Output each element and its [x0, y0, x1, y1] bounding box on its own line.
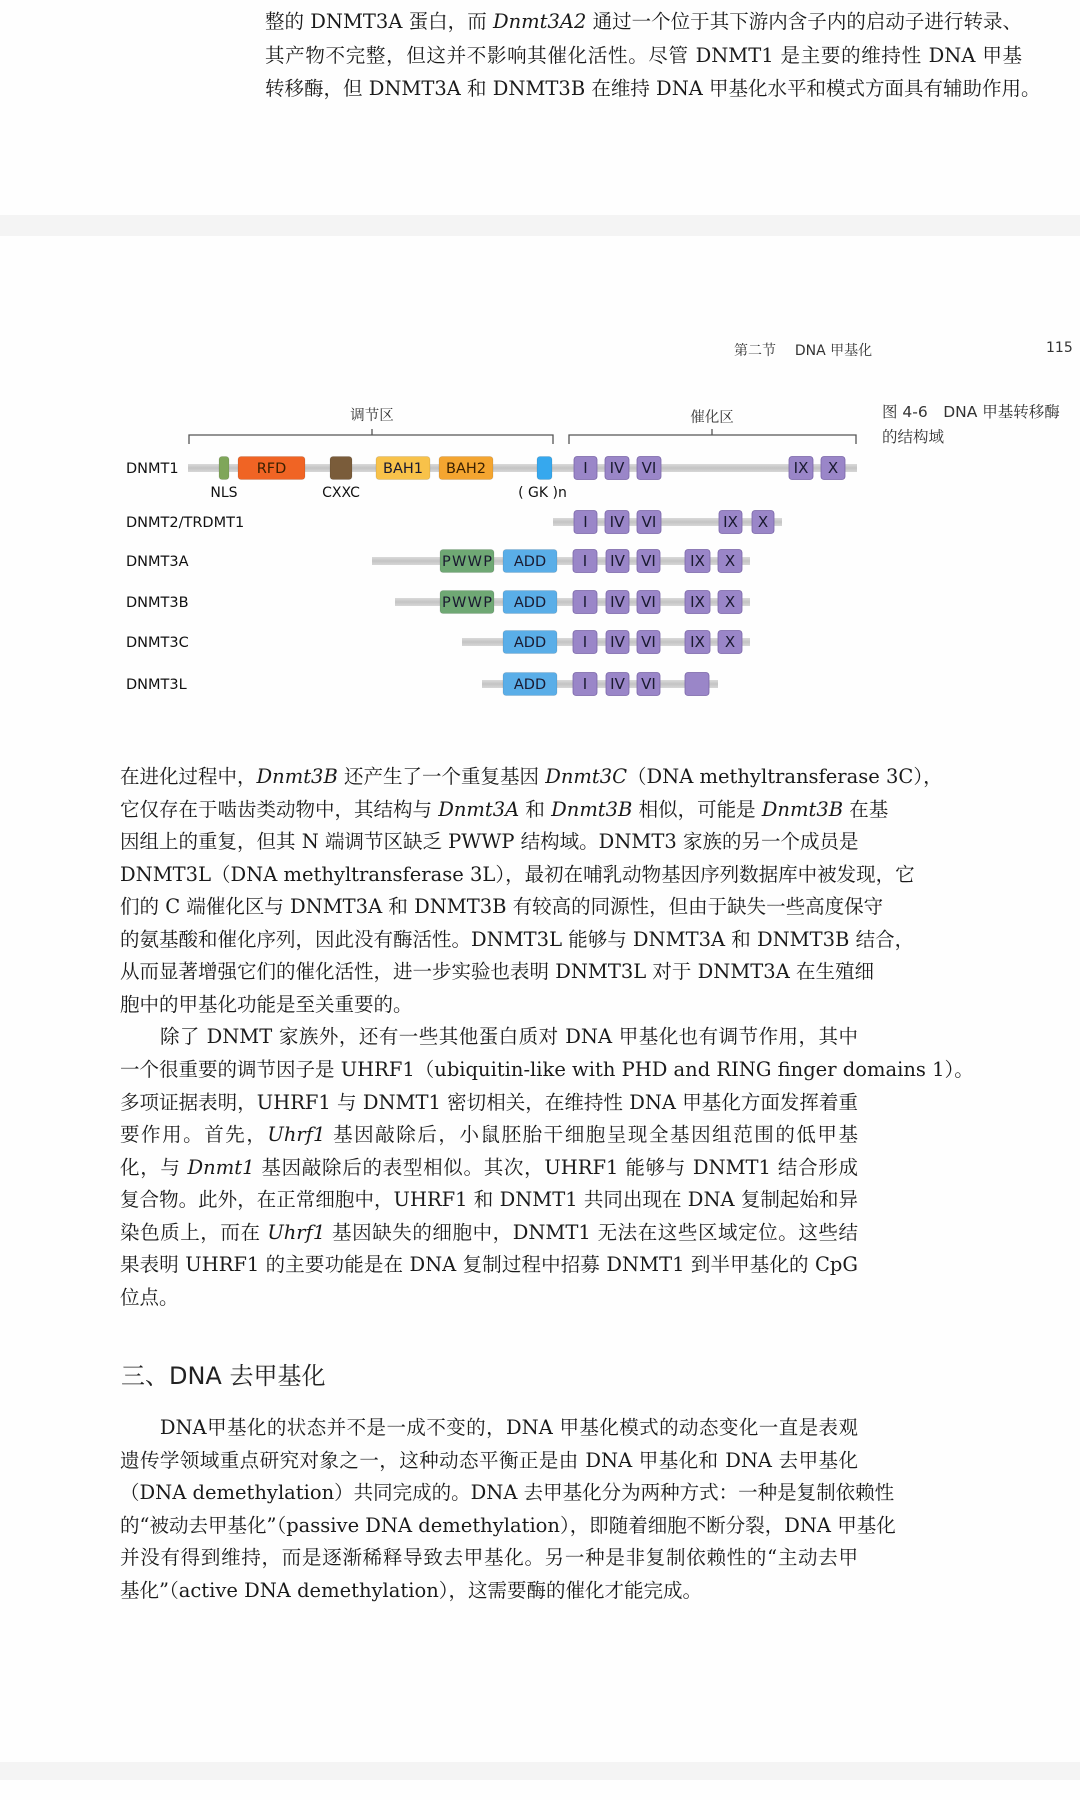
protein-row	[126, 511, 782, 534]
text-line	[120, 1579, 702, 1603]
domain-label: IX	[793, 459, 809, 477]
domain-label: IV	[609, 513, 625, 531]
domain-label: IX	[690, 593, 705, 611]
protein-row	[126, 457, 857, 502]
header-section-title: DNA 甲基化	[794, 343, 873, 359]
domain-label: X	[827, 459, 839, 477]
text-line	[120, 1546, 858, 1570]
text-line	[120, 993, 413, 1017]
domain-label: X	[724, 633, 736, 651]
page-number: 115	[1046, 340, 1073, 356]
domain-label: VI	[641, 675, 656, 693]
domain-label: I	[582, 633, 588, 651]
italic-gene-name: Dnmt3A2	[492, 10, 587, 33]
text-line	[120, 830, 858, 854]
running-header-section	[734, 340, 872, 360]
domain-label: IX	[690, 633, 705, 651]
figure-caption-line-1: 图 4-6 DNA 甲基转移酶	[882, 403, 1060, 421]
page-separator-top	[0, 215, 1080, 236]
text-run: 基因缺失的细胞中，DNMT1 无法在这些区域定位。这些结	[325, 1220, 858, 1244]
text-run: 的氨基酸和催化序列，因此没有酶活性。DNMT3L 能够与 DNMT3A 和 DNMT3B 结合，	[120, 927, 915, 951]
domain-label: ADD	[513, 554, 547, 570]
text-line	[120, 765, 943, 789]
domain-label: PWWP	[442, 554, 492, 570]
protein-name: DNMT1	[126, 461, 179, 477]
text-line	[120, 862, 915, 887]
italic-gene-name: Dnmt3B	[551, 797, 633, 821]
text-run: 和	[519, 797, 552, 821]
italic-gene-name: Dnmt3B	[761, 797, 844, 821]
text-line	[120, 1416, 858, 1440]
italic-gene-name: Dnmt3A	[438, 797, 520, 821]
domain-label: RFD	[256, 461, 287, 477]
domain-label: VI	[641, 552, 656, 570]
cxxc-domain	[330, 457, 352, 480]
domain-caption: ( GK )n	[518, 485, 567, 501]
protein-name: DNMT3A	[126, 554, 189, 570]
italic-gene-name: Uhrf1	[267, 1220, 326, 1244]
text-run: DNA甲基化的状态并不是一成不变的，DNA 甲基化模式的动态变化一直是表观	[120, 1416, 858, 1439]
text-run: 染色质上，而在	[120, 1220, 268, 1244]
text-line	[120, 1156, 858, 1180]
nls-domain	[219, 457, 229, 480]
domain-label: X	[724, 552, 736, 570]
regulatory-region-label: 调节区	[350, 408, 394, 424]
motif-domain	[685, 673, 709, 696]
text-line	[120, 927, 915, 952]
domain-label: I	[583, 513, 588, 531]
protein-name: DNMT3B	[126, 595, 189, 611]
text-run: 整的 DNMT3A 蛋白，而	[265, 10, 493, 33]
protein-row	[126, 591, 750, 614]
text-run: 从而显著增强它们的催化活性，进一步实验也表明 DNMT3L 对于 DNMT3A 在生殖细	[120, 960, 874, 984]
protein-name: DNMT3L	[126, 677, 187, 693]
domain-label: I	[582, 552, 588, 570]
text-run: 化，与	[120, 1155, 188, 1179]
text-run: 的“被动去甲基化”（passive DNA demethylation），即随着细胞不断分裂，DNA 甲基化	[120, 1513, 896, 1537]
domain-label: X	[757, 513, 769, 531]
text-run: 一个很重要的调节因子是 UHRF1（ubiquitin-like with PHD and RING finger domains 1）。	[120, 1057, 974, 1081]
domain-label: IV	[610, 552, 625, 570]
domain-label: IX	[690, 552, 705, 570]
catalytic-region-label: 催化区	[690, 410, 734, 426]
text-line	[120, 1188, 858, 1212]
text-run: （DNA demethylation）共同完成的。DNA 去甲基化分为两种方式：一种是复制依赖性	[120, 1481, 895, 1505]
text-run: 胞中的甲基化功能是至关重要的。	[120, 992, 413, 1016]
text-run: 并没有得到维持，而是逐渐稀释导致去甲基化。另一种是非复制依赖性的“主动去甲	[120, 1546, 858, 1570]
text-run: 复合物。此外，在正常细胞中，UHRF1 和 DNMT1 共同出现在 DNA 复制起始和异	[120, 1188, 858, 1212]
text-line	[120, 1057, 974, 1082]
text-run: 多项证据表明，UHRF1 与 DNMT1 密切相关，在维持性 DNA 甲基化方面发挥着重	[120, 1090, 858, 1114]
text-line	[120, 1091, 858, 1115]
text-line	[120, 1253, 858, 1277]
text-line	[265, 77, 1041, 101]
domain-label: IV	[610, 593, 625, 611]
header-section-number: 第二节	[734, 343, 776, 359]
catalytic-bracket	[569, 429, 856, 444]
domain-label: IX	[723, 513, 738, 531]
domain-label: X	[724, 593, 736, 611]
text-line	[120, 1449, 858, 1473]
section-heading: 三、DNA 去甲基化	[121, 1362, 326, 1390]
domain-label: VI	[641, 633, 656, 651]
text-run: 还产生了一个重复基因	[337, 765, 546, 788]
text-line	[120, 1481, 895, 1505]
domain-label: BAH1	[383, 461, 423, 477]
text-run: 基因敲除后的表型相似。其次，UHRF1 能够与 DNMT1 结合形成	[254, 1155, 858, 1179]
italic-gene-name: Dnmt1	[187, 1155, 255, 1179]
protein-row	[126, 550, 750, 573]
text-run: （DNA methyltransferase 3C），	[627, 765, 943, 788]
text-line	[120, 1025, 858, 1049]
figure-caption-line-2: 的结构域	[882, 428, 945, 446]
text-line	[120, 1221, 858, 1245]
text-run: 通过一个位于其下游内含子内的启动子进行转录、	[586, 10, 1022, 33]
text-line	[120, 1286, 179, 1310]
domain-label: VI	[641, 513, 657, 531]
page-separator-bottom	[0, 1762, 1080, 1780]
domain-label: ADD	[513, 677, 547, 693]
text-line	[265, 10, 1022, 34]
text-run: 基因敲除后，小鼠胚胎干细胞呈现全基因组范围的低甲基	[325, 1123, 858, 1147]
text-run: 其产物不完整，但这并不影响其催化活性。尽管 DNMT1 是主要的维持性 DNA 甲基	[265, 43, 1022, 67]
domain-caption: CXXC	[322, 485, 360, 501]
text-run: 除了 DNMT 家族外，还有一些其他蛋白质对 DNA 甲基化也有调节作用，其中	[120, 1025, 858, 1049]
text-run: 相似，可能是	[632, 797, 762, 821]
domain-label: IV	[610, 675, 625, 693]
domain-label: ADD	[513, 595, 547, 611]
text-run: 因组上的重复，但其 N 端调节区缺乏 PWWP 结构域。DNMT3 家族的另一个成员是	[120, 830, 859, 854]
domain-label: BAH2	[446, 461, 486, 477]
protein-row	[126, 631, 750, 654]
domain-label: VI	[641, 459, 657, 477]
domain-label: IV	[610, 633, 625, 651]
domain-caption: NLS	[210, 485, 238, 501]
text-run: 果表明 UHRF1 的主要功能是在 DNA 复制过程中招募 DNMT1 到半甲基化的 CpG	[120, 1253, 858, 1277]
text-run: 要作用。首先，	[120, 1123, 268, 1147]
text-run: 它仅存在于啮齿类动物中，其结构与	[120, 797, 439, 821]
text-run: DNMT3L（DNA methyltransferase 3L），最初在哺乳动物基因序列数据库中被发现，它	[120, 862, 915, 886]
domain-label: VI	[641, 593, 656, 611]
text-run: 在基	[843, 797, 889, 821]
protein-name: DNMT2/TRDMT1	[126, 515, 245, 531]
dnmt-domain-diagram	[0, 390, 1080, 710]
protein-row	[126, 673, 718, 696]
domain-label: PWWP	[442, 595, 492, 611]
text-line	[120, 960, 874, 984]
text-run: 转移酶，但 DNMT3A 和 DNMT3B 在维持 DNA 甲基化水平和模式方面具有辅助作用。	[265, 77, 1041, 100]
italic-gene-name: Dnmt3B	[256, 765, 338, 788]
text-run: 位点。	[120, 1285, 179, 1309]
regulatory-bracket	[189, 429, 553, 444]
text-line	[120, 1123, 858, 1147]
text-run: 们的 C 端催化区与 DNMT3A 和 DNMT3B 有较高的同源性，但由于缺失一些高度保守	[120, 895, 884, 919]
domain-label: ADD	[513, 635, 547, 651]
text-line	[120, 797, 889, 822]
domain-label: IV	[609, 459, 625, 477]
italic-gene-name: Dnmt3C	[545, 765, 628, 788]
gk-domain	[537, 457, 552, 480]
text-line	[265, 44, 1022, 68]
text-run: 遗传学领域重点研究对象之一，这种动态平衡正是由 DNA 甲基化和 DNA 去甲基化	[120, 1448, 858, 1472]
text-run: 在进化过程中，	[120, 765, 257, 788]
text-line	[120, 895, 884, 919]
domain-label: I	[582, 593, 588, 611]
domain-label: I	[582, 675, 588, 693]
text-line	[120, 1513, 896, 1538]
italic-gene-name: Uhrf1	[267, 1123, 326, 1147]
protein-name: DNMT3C	[126, 635, 189, 651]
text-run: 基化”（active DNA demethylation），这需要酶的催化才能完成。	[120, 1578, 703, 1602]
domain-label: I	[583, 459, 588, 477]
